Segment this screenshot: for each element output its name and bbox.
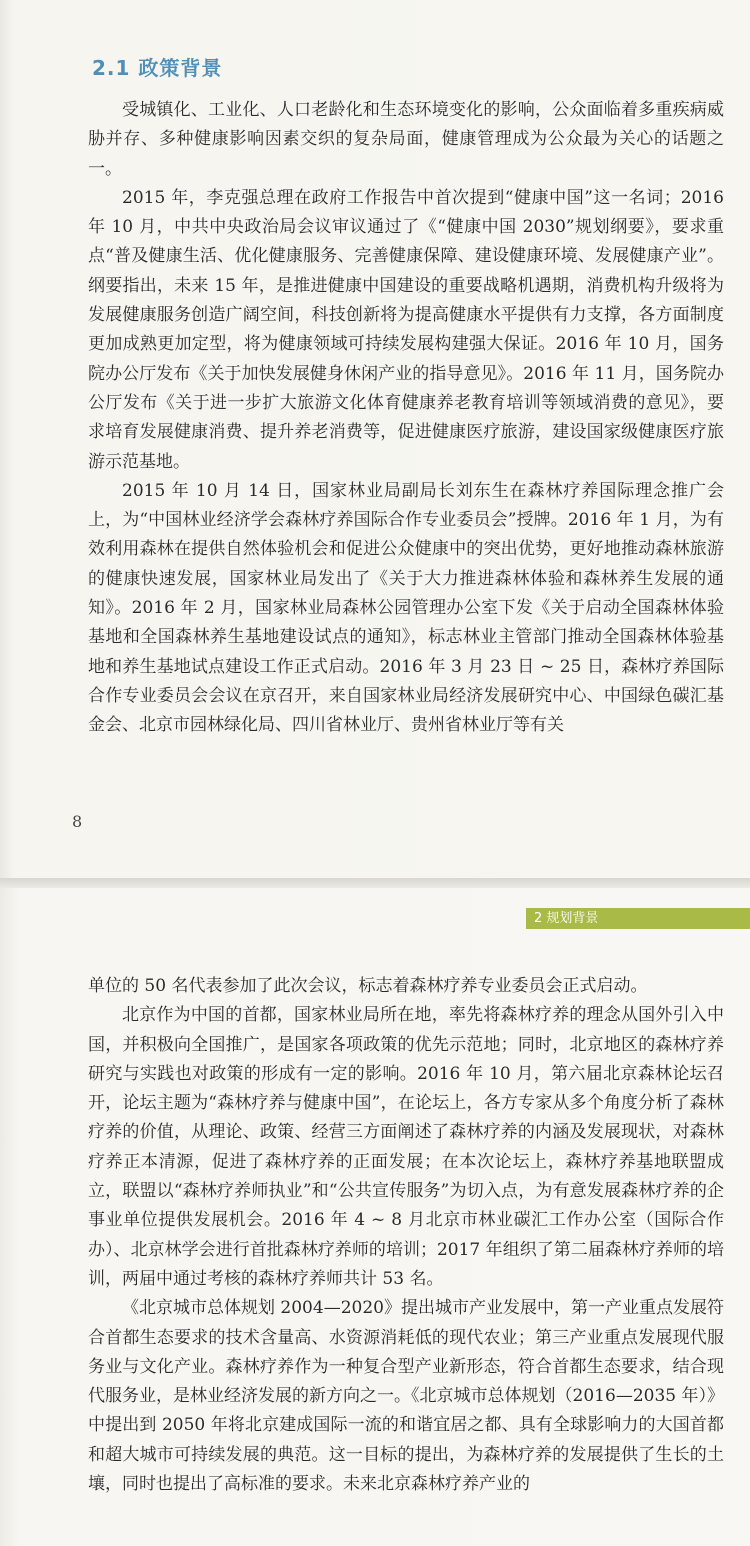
paragraph-beijing-master-plan: 《北京城市总体规划 2004—2020》提出城市产业发展中，第一产业重点发展符合首都生态要求的技术含量高、水资源消耗低的现代农业；第三产业重点发展现代服务业与文化产业。森林疗养作为一种复合型产业新形态，符合首都生态要求，结合现代服务业，是林业经济发展的新方向之一。《北京城市总体规划（2016—2035 年）》中提出到 2050 年将北京建成国际一流的和谐宜居之都、具有全球影响力的大国首都和超大城市可持续发展的典范。这一目标的提出，为森林疗养的发展提供了生长的土壤，同时也提出了高标准的要求。未来北京森林疗养产业的: [88, 1298, 724, 1495]
paragraph-healthy-china-policy: 2015 年，李克强总理在政府工作报告中首次提到“健康中国”这一名词；2016 年 10 月，中共中央政治局会议审议通过了《“健康中国 2030”规划纲要》，要求重点“普及健康生活、优化健康服务、完善健康保障、建设健康环境、发展健康产业”。纲要指出，未来 15 年，是推进健康中国建设的重要战略机遇期，消费机构升级将为发展健康服务创造广阔空间，科技创新将为提高健康水平提供有力支撑，各方面制度更加成熟更加定型，将为健康领域可持续发展构建强大保证。2016 年 10 月，国务院办公厅发布《关于加快发展健身休闲产业的指导意见》。2016 年 11 月，国务院办公厅发布《关于进一步扩大旅游文化体育健康养老教育培训等领域消费的意见》，要求培育发展健康消费、提升养老消费等，促进健康医疗旅游，建设国家级健康医疗旅游示范基地。: [88, 187, 724, 472]
paragraph-intro: 受城镇化、工业化、人口老龄化和生态环境变化的影响，公众面临着多重疾病威胁并存、多种健康影响因素交织的复杂局面，健康管理成为公众最为关心的话题之一。: [88, 100, 724, 179]
paragraph-continuation: 单位的 50 名代表参加了此次会议，标志着森林疗养专业委员会正式启动。: [88, 976, 648, 996]
book-page-bottom: [0, 888, 750, 1546]
chapter-header-bar: [526, 908, 750, 929]
page-number: 8: [72, 812, 83, 831]
paragraph-forest-therapy-policy: 2015 年 10 月 14 日，国家林业局副局长刘东生在森林疗养国际理念推广会上，为“中国林业经济学会森林疗养国际合作专业委员会”授牌。2016 年 1 月，为有效利用森林在提供自然体验机会和促进公众健康中的突出优势，更好地推动森林旅游的健康快速发展，国家林业局发出了《关于大力推进森林体验和森林养生发展的通知》。2016 年 2 月，国家林业局森林公园管理办公室下发《关于启动全国森林体验基地和全国森林养生基地建设试点的通知》，标志林业主管部门推动全国森林体验基地和养生基地试点建设工作正式启动。2016 年 3 月 23 日 ~ 25 日，森林疗养国际合作专业委员会会议在京召开，来自国家林业局经济发展研究中心、中国绿色碳汇基金会、北京市园林绿化局、四川省林业厅、贵州省林业厅等有关: [88, 480, 724, 736]
section-title: 2.1 政策背景: [92, 56, 223, 80]
page-divider: [0, 878, 750, 888]
chapter-header-label: 2 规划背景: [534, 911, 599, 926]
page-bottom-body: [88, 972, 724, 1499]
page-top-body: [88, 96, 724, 741]
paragraph-beijing-forest-therapy: 北京作为中国的首都，国家林业局所在地，率先将森林疗养的理念从国外引入中国，并积极向全国推广，是国家各项政策的优先示范地；同时，北京地区的森林疗养研究与实践也对政策的形成有一定的影响。2016 年 10 月，第六届北京森林论坛召开，论坛主题为“森林疗养与健康中国”，在论坛上，各方专家从多个角度分析了森林疗养的价值，从理论、政策、经营三方面阐述了森林疗养的内涵及发展现状，对森林疗养正本清源，促进了森林疗养的正面发展；在本次论坛上，森林疗养基地联盟成立，联盟以“森林疗养师执业”和“公共宣传服务”为切入点，为有意发展森林疗养的企事业单位提供发展机会。2016 年 4 ~ 8 月北京市林业碳汇工作办公室（国际合作办）、北京林学会进行首批森林疗养师的培训；2017 年组织了第二届森林疗养师的培训，两届中通过考核的森林疗养师共计 53 名。: [88, 1005, 724, 1289]
